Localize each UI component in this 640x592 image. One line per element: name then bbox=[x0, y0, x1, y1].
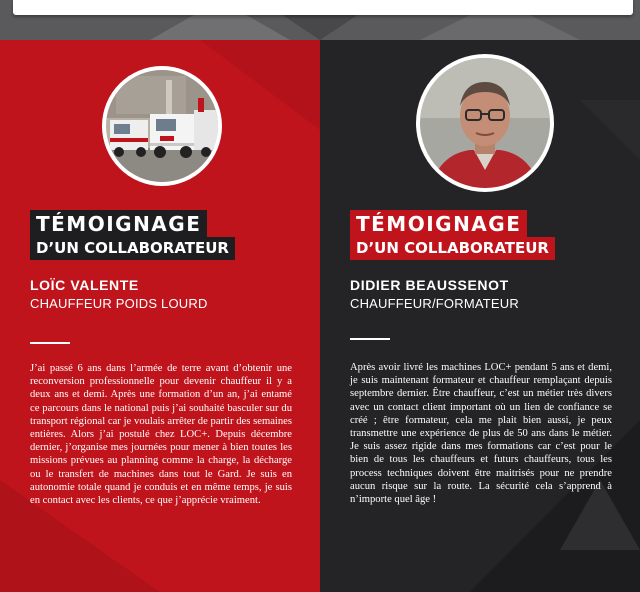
testimonial-text: Après avoir livré les machines LOC+ pendant 5 ans et demi, je suis maintenant formateur et chauffeur remplaçant depuis septembre dernier. Être chauffeur, c’est un métier très divers avec un contact client important où un lien de confiance se créé ; être formateur, cela me plait bien aussi, je peux transmettre une expérience de plus de 50 ans dans le métier. Je suis assez rigide dans mes formations car c’est pour le bien de tous les chauffeurs et futurs chauffeurs, tous les process techniques doivent être maitrisés pour ne prendre aucun risque sur la route. La sécurité cela s’apprend à n’importe quel âge ! bbox=[350, 362, 612, 506]
portrait-photo-icon bbox=[420, 58, 550, 188]
top-card-edge bbox=[13, 0, 633, 15]
person-role: CHAUFFEUR POIDS LOURD bbox=[30, 296, 208, 311]
decorative-shape bbox=[580, 100, 640, 160]
testimonial-badge bbox=[350, 210, 555, 260]
badge-title: TÉMOIGNAGE bbox=[30, 210, 207, 237]
person-name: LOÏC VALENTE bbox=[30, 277, 139, 293]
person-role: CHAUFFEUR/FORMATEUR bbox=[350, 296, 519, 311]
person-name: DIDIER BEAUSSENOT bbox=[350, 277, 509, 293]
testimonial-card-didier bbox=[320, 40, 640, 592]
testimonial-text: J’ai passé 6 ans dans l’armée de terre avant d’obtenir une reconversion professionnelle pour devenir chauffeur il y a deux ans et demi. Après une formation d’un an, j’ai entamé ce parcours dans le national puis j’ai souhaité basculer sur du transport régional car je voulais arrêter de partir des semaines entières. Alors j’ai postulé chez LOC+. Depuis décembre dernier, j’organise mes journées pour mener à bien toutes les missions prévues au planning comme la charge, la décharge ou le transfert de machines dans tout le Gard. Je suis en autonomie totale quand je conduis et en même temps, je suis en contact avec les clients, ce que j’apprécie vraiment. bbox=[30, 363, 292, 507]
badge-subtitle: D’UN COLLABORATEUR bbox=[350, 237, 555, 260]
divider bbox=[350, 338, 390, 340]
trucks-photo-icon bbox=[106, 70, 218, 182]
badge-subtitle: D’UN COLLABORATEUR bbox=[30, 237, 235, 260]
avatar-trucks-photo bbox=[102, 66, 222, 186]
badge-title: TÉMOIGNAGE bbox=[350, 210, 527, 237]
avatar-portrait-photo bbox=[416, 54, 554, 192]
testimonial-card-loic bbox=[0, 40, 320, 592]
testimonial-badge bbox=[30, 210, 235, 260]
divider bbox=[30, 342, 70, 344]
